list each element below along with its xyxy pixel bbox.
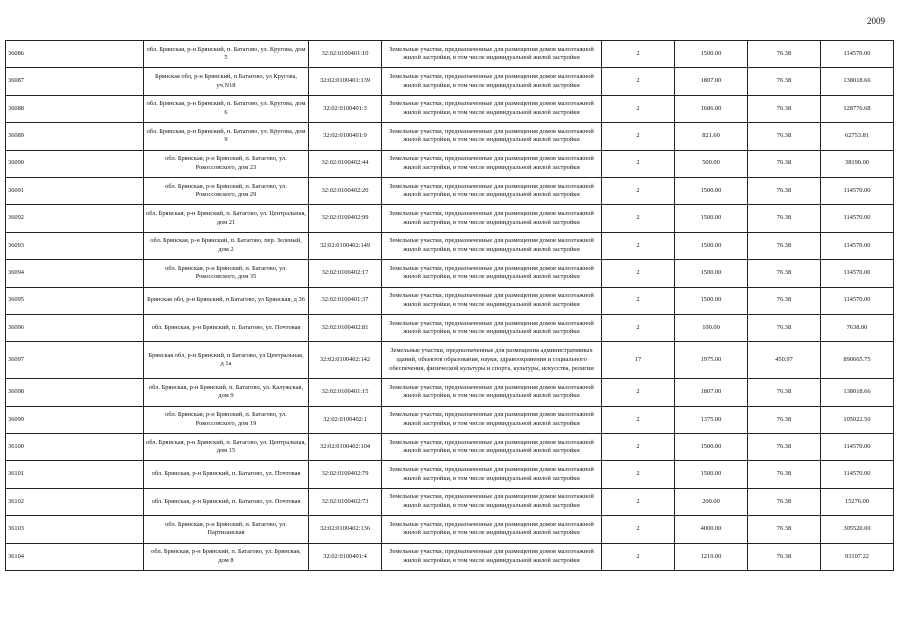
specific-value-cell: 76.38 <box>748 461 821 488</box>
land-use-purpose-cell: Земельные участки, предназначенные для размещения домов малоэтажной жилой застройки, в том числе индивидуальной жилой застройки <box>382 379 602 406</box>
record-number-cell: 36103 <box>6 516 144 543</box>
address-cell: обл. Брянская, р-н Брянский, п. Батагово, ул. Почтовая <box>144 314 309 341</box>
area-cell: 4000.00 <box>675 516 748 543</box>
cadastral-number-cell: 32:02:0100402:142 <box>309 342 382 379</box>
use-category-cell: 2 <box>602 379 675 406</box>
record-number-cell: 36091 <box>6 177 144 204</box>
address-cell: обл. Брянская, р-н Брянский, п. Батагово, ул. Почтовая <box>144 461 309 488</box>
address-cell: обл. Брянская, р-н Брянский, п. Батагово, ул. Центральная, дом 15 <box>144 434 309 461</box>
use-category-cell: 2 <box>602 406 675 433</box>
record-number-cell: 36098 <box>6 379 144 406</box>
cadastral-number-cell: 32:02:0100402:73 <box>309 488 382 515</box>
land-use-purpose-cell: Земельные участки, предназначенные для размещения домов малоэтажной жилой застройки, в том числе индивидуальной жилой застройки <box>382 150 602 177</box>
table-row <box>6 41 894 68</box>
specific-value-cell: 76.38 <box>748 68 821 95</box>
specific-value-cell: 76.38 <box>748 150 821 177</box>
address-cell: обл. Брянская, р-н Брянский, п. Батагово, ул. Рокоссовского, дом 19 <box>144 406 309 433</box>
area-cell: 1807.00 <box>675 68 748 95</box>
page-number: 2009 <box>867 16 885 26</box>
cadastral-number-cell: 32:02:0100401:9 <box>309 123 382 150</box>
land-use-purpose-cell: Земельные участки, предназначенные для размещения домов малоэтажной жилой застройки, в том числе индивидуальной жилой застройки <box>382 543 602 570</box>
table-row <box>6 461 894 488</box>
specific-value-cell: 76.38 <box>748 379 821 406</box>
cadastral-value-cell: 128776.68 <box>821 95 894 122</box>
area-cell: 1500.00 <box>675 41 748 68</box>
table-row <box>6 287 894 314</box>
land-use-purpose-cell: Земельные участки, предназначенные для размещения домов малоэтажной жилой застройки, в том числе индивидуальной жилой застройки <box>382 177 602 204</box>
record-number-cell: 36095 <box>6 287 144 314</box>
table-row <box>6 95 894 122</box>
record-number-cell: 36089 <box>6 123 144 150</box>
cadastral-number-cell: 32:02:0100401:139 <box>309 68 382 95</box>
table-row <box>6 342 894 379</box>
specific-value-cell: 76.38 <box>748 406 821 433</box>
land-use-purpose-cell: Земельные участки, предназначенные для размещения административных зданий, объектов образования, науки, здравоохранения и социального обеспечения, физической культуры и спорта, культуры, искусства, религии <box>382 342 602 379</box>
address-cell: Брянская обл, р-н Брянский, п Батагово, ул Кругова, уч.N18 <box>144 68 309 95</box>
specific-value-cell: 76.38 <box>748 488 821 515</box>
cadastral-value-cell: 138018.66 <box>821 379 894 406</box>
use-category-cell: 2 <box>602 205 675 232</box>
address-cell: обл. Брянская, р-н Брянский, п. Батагово, ул. Брянская, дом 8 <box>144 543 309 570</box>
land-use-purpose-cell: Земельные участки, предназначенные для размещения домов малоэтажной жилой застройки, в том числе индивидуальной жилой застройки <box>382 287 602 314</box>
specific-value-cell: 76.38 <box>748 123 821 150</box>
area-cell: 500.00 <box>675 150 748 177</box>
table-row <box>6 406 894 433</box>
use-category-cell: 2 <box>602 150 675 177</box>
cadastral-value-cell: 114570.00 <box>821 232 894 259</box>
cadastral-number-cell: 32:02:0100401:15 <box>309 379 382 406</box>
cadastral-value-cell: 890665.75 <box>821 342 894 379</box>
address-cell: обл. Брянская, р-н Брянский, п. Батагово, ул. Рокоссовского, дом 35 <box>144 260 309 287</box>
cadastral-number-cell: 32:02:0100401:4 <box>309 543 382 570</box>
use-category-cell: 2 <box>602 95 675 122</box>
cadastral-number-cell: 32:02:0100402:44 <box>309 150 382 177</box>
cadastral-value-cell: 114570.00 <box>821 177 894 204</box>
land-use-purpose-cell: Земельные участки, предназначенные для размещения домов малоэтажной жилой застройки, в том числе индивидуальной жилой застройки <box>382 406 602 433</box>
use-category-cell: 17 <box>602 342 675 379</box>
table-row <box>6 150 894 177</box>
record-number-cell: 36087 <box>6 68 144 95</box>
cadastral-value-cell: 7638.00 <box>821 314 894 341</box>
area-cell: 1500.00 <box>675 232 748 259</box>
use-category-cell: 2 <box>602 434 675 461</box>
record-number-cell: 36086 <box>6 41 144 68</box>
use-category-cell: 2 <box>602 177 675 204</box>
record-number-cell: 36090 <box>6 150 144 177</box>
specific-value-cell: 76.38 <box>748 41 821 68</box>
record-number-cell: 36092 <box>6 205 144 232</box>
cadastral-number-cell: 32:02:0100402:136 <box>309 516 382 543</box>
specific-value-cell: 76.38 <box>748 314 821 341</box>
area-cell: 100.00 <box>675 314 748 341</box>
address-cell: обл. Брянская, р-н Брянский, п. Батагово, ул. Центральная, дом 21 <box>144 205 309 232</box>
table-row <box>6 434 894 461</box>
specific-value-cell: 76.38 <box>748 95 821 122</box>
record-number-cell: 36100 <box>6 434 144 461</box>
cadastral-value-cell: 15276.00 <box>821 488 894 515</box>
record-number-cell: 36104 <box>6 543 144 570</box>
specific-value-cell: 76.38 <box>748 205 821 232</box>
registry-table <box>5 40 894 571</box>
specific-value-cell: 76.38 <box>748 177 821 204</box>
land-use-purpose-cell: Земельные участки, предназначенные для размещения домов малоэтажной жилой застройки, в том числе индивидуальной жилой застройки <box>382 461 602 488</box>
land-use-purpose-cell: Земельные участки, предназначенные для размещения домов малоэтажной жилой застройки, в том числе индивидуальной жилой застройки <box>382 95 602 122</box>
area-cell: 1500.00 <box>675 434 748 461</box>
specific-value-cell: 76.38 <box>748 260 821 287</box>
area-cell: 1500.00 <box>675 205 748 232</box>
land-use-purpose-cell: Земельные участки, предназначенные для размещения домов малоэтажной жилой застройки, в том числе индивидуальной жилой застройки <box>382 68 602 95</box>
record-number-cell: 36101 <box>6 461 144 488</box>
table-row <box>6 488 894 515</box>
address-cell: Брянская обл, р-н Брянский, п Батагово, ул Брянская, д 36 <box>144 287 309 314</box>
address-cell: обл. Брянская, р-н Брянский, п. Батагово, пер. Зеленый, дом 2 <box>144 232 309 259</box>
use-category-cell: 2 <box>602 461 675 488</box>
specific-value-cell: 76.38 <box>748 232 821 259</box>
cadastral-value-cell: 62753.81 <box>821 123 894 150</box>
address-cell: обл. Брянская, р-н Брянский, п. Батагово, ул. Кругова, дом 5 <box>144 41 309 68</box>
address-cell: обл. Брянская, р-н Брянский, п. Батагово, ул. Рокоссовского, дом 29 <box>144 177 309 204</box>
address-cell: обл. Брянская, р-н Брянский, п. Батагово, ул. Партизанская <box>144 516 309 543</box>
cadastral-number-cell: 32:02:0100402:149 <box>309 232 382 259</box>
area-cell: 1807.00 <box>675 379 748 406</box>
cadastral-number-cell: 32:02:0100401:10 <box>309 41 382 68</box>
area-cell: 200.00 <box>675 488 748 515</box>
table-row <box>6 260 894 287</box>
table-row <box>6 314 894 341</box>
use-category-cell: 2 <box>602 260 675 287</box>
cadastral-number-cell: 32:02:0100402:99 <box>309 205 382 232</box>
cadastral-value-cell: 114570.00 <box>821 287 894 314</box>
address-cell: обл. Брянская, р-н Брянский, п. Батагово, ул. Кругова, дом 9 <box>144 123 309 150</box>
land-use-purpose-cell: Земельные участки, предназначенные для размещения домов малоэтажной жилой застройки, в том числе индивидуальной жилой застройки <box>382 232 602 259</box>
specific-value-cell: 76.38 <box>748 516 821 543</box>
table-row <box>6 232 894 259</box>
cadastral-number-cell: 32:02:0100402:20 <box>309 177 382 204</box>
address-cell: Брянская обл, р-н Брянский, п Батагово, ул Центральная, д 1а <box>144 342 309 379</box>
land-use-purpose-cell: Земельные участки, предназначенные для размещения домов малоэтажной жилой застройки, в том числе индивидуальной жилой застройки <box>382 434 602 461</box>
cadastral-value-cell: 305520.00 <box>821 516 894 543</box>
cadastral-number-cell: 32:02:0100401:3 <box>309 95 382 122</box>
land-use-purpose-cell: Земельные участки, предназначенные для размещения домов малоэтажной жилой застройки, в том числе индивидуальной жилой застройки <box>382 488 602 515</box>
address-cell: обл. Брянская, р-н Брянский, п. Батагово, ул. Кругова, дом 6 <box>144 95 309 122</box>
registry-body <box>6 41 894 571</box>
cadastral-number-cell: 32:02:0100402:17 <box>309 260 382 287</box>
cadastral-value-cell: 93107.22 <box>821 543 894 570</box>
area-cell: 1500.00 <box>675 287 748 314</box>
use-category-cell: 2 <box>602 543 675 570</box>
record-number-cell: 36093 <box>6 232 144 259</box>
record-number-cell: 36097 <box>6 342 144 379</box>
area-cell: 1500.00 <box>675 177 748 204</box>
cadastral-value-cell: 114570.00 <box>821 205 894 232</box>
record-number-cell: 36102 <box>6 488 144 515</box>
address-cell: обл. Брянская, р-н Брянский, п. Батагово, ул. Почтовая <box>144 488 309 515</box>
record-number-cell: 36099 <box>6 406 144 433</box>
table-row <box>6 205 894 232</box>
use-category-cell: 2 <box>602 123 675 150</box>
cadastral-number-cell: 32:02:0100402:104 <box>309 434 382 461</box>
specific-value-cell: 76.38 <box>748 287 821 314</box>
cadastral-value-cell: 105022.50 <box>821 406 894 433</box>
cadastral-value-cell: 114570.00 <box>821 434 894 461</box>
use-category-cell: 2 <box>602 287 675 314</box>
cadastral-value-cell: 114570.00 <box>821 260 894 287</box>
record-number-cell: 36094 <box>6 260 144 287</box>
cadastral-number-cell: 32:02:0100402:81 <box>309 314 382 341</box>
land-use-purpose-cell: Земельные участки, предназначенные для размещения домов малоэтажной жилой застройки, в том числе индивидуальной жилой застройки <box>382 260 602 287</box>
area-cell: 1975.00 <box>675 342 748 379</box>
area-cell: 1219.00 <box>675 543 748 570</box>
cadastral-number-cell: 32:02:0100402:1 <box>309 406 382 433</box>
land-use-purpose-cell: Земельные участки, предназначенные для размещения домов малоэтажной жилой застройки, в том числе индивидуальной жилой застройки <box>382 314 602 341</box>
specific-value-cell: 76.38 <box>748 434 821 461</box>
use-category-cell: 2 <box>602 41 675 68</box>
cadastral-number-cell: 32:02:0100401:37 <box>309 287 382 314</box>
cadastral-number-cell: 32:02:0100402:79 <box>309 461 382 488</box>
land-use-purpose-cell: Земельные участки, предназначенные для размещения домов малоэтажной жилой застройки, в том числе индивидуальной жилой застройки <box>382 516 602 543</box>
use-category-cell: 2 <box>602 314 675 341</box>
record-number-cell: 36096 <box>6 314 144 341</box>
record-number-cell: 36088 <box>6 95 144 122</box>
area-cell: 821.60 <box>675 123 748 150</box>
address-cell: обл. Брянская, р-н Брянский, п. Батагово, ул. Калужская, дом 9 <box>144 379 309 406</box>
cadastral-value-cell: 114570.00 <box>821 461 894 488</box>
cadastral-value-cell: 138018.66 <box>821 68 894 95</box>
use-category-cell: 2 <box>602 68 675 95</box>
specific-value-cell: 450.97 <box>748 342 821 379</box>
use-category-cell: 2 <box>602 516 675 543</box>
use-category-cell: 2 <box>602 232 675 259</box>
area-cell: 1500.00 <box>675 461 748 488</box>
table-row <box>6 379 894 406</box>
land-use-purpose-cell: Земельные участки, предназначенные для размещения домов малоэтажной жилой застройки, в том числе индивидуальной жилой застройки <box>382 41 602 68</box>
cadastral-value-cell: 38190.00 <box>821 150 894 177</box>
land-use-purpose-cell: Земельные участки, предназначенные для размещения домов малоэтажной жилой застройки, в том числе индивидуальной жилой застройки <box>382 205 602 232</box>
table-row <box>6 516 894 543</box>
table-row <box>6 123 894 150</box>
area-cell: 1500.00 <box>675 260 748 287</box>
cadastral-value-cell: 114570.00 <box>821 41 894 68</box>
table-row <box>6 177 894 204</box>
area-cell: 1686.00 <box>675 95 748 122</box>
specific-value-cell: 76.38 <box>748 543 821 570</box>
use-category-cell: 2 <box>602 488 675 515</box>
area-cell: 1375.00 <box>675 406 748 433</box>
table-row <box>6 68 894 95</box>
land-use-purpose-cell: Земельные участки, предназначенные для размещения домов малоэтажной жилой застройки, в том числе индивидуальной жилой застройки <box>382 123 602 150</box>
table-row <box>6 543 894 570</box>
address-cell: обл. Брянская, р-н Брянский, п. Батагово, ул. Рокоссовского, дом 23 <box>144 150 309 177</box>
